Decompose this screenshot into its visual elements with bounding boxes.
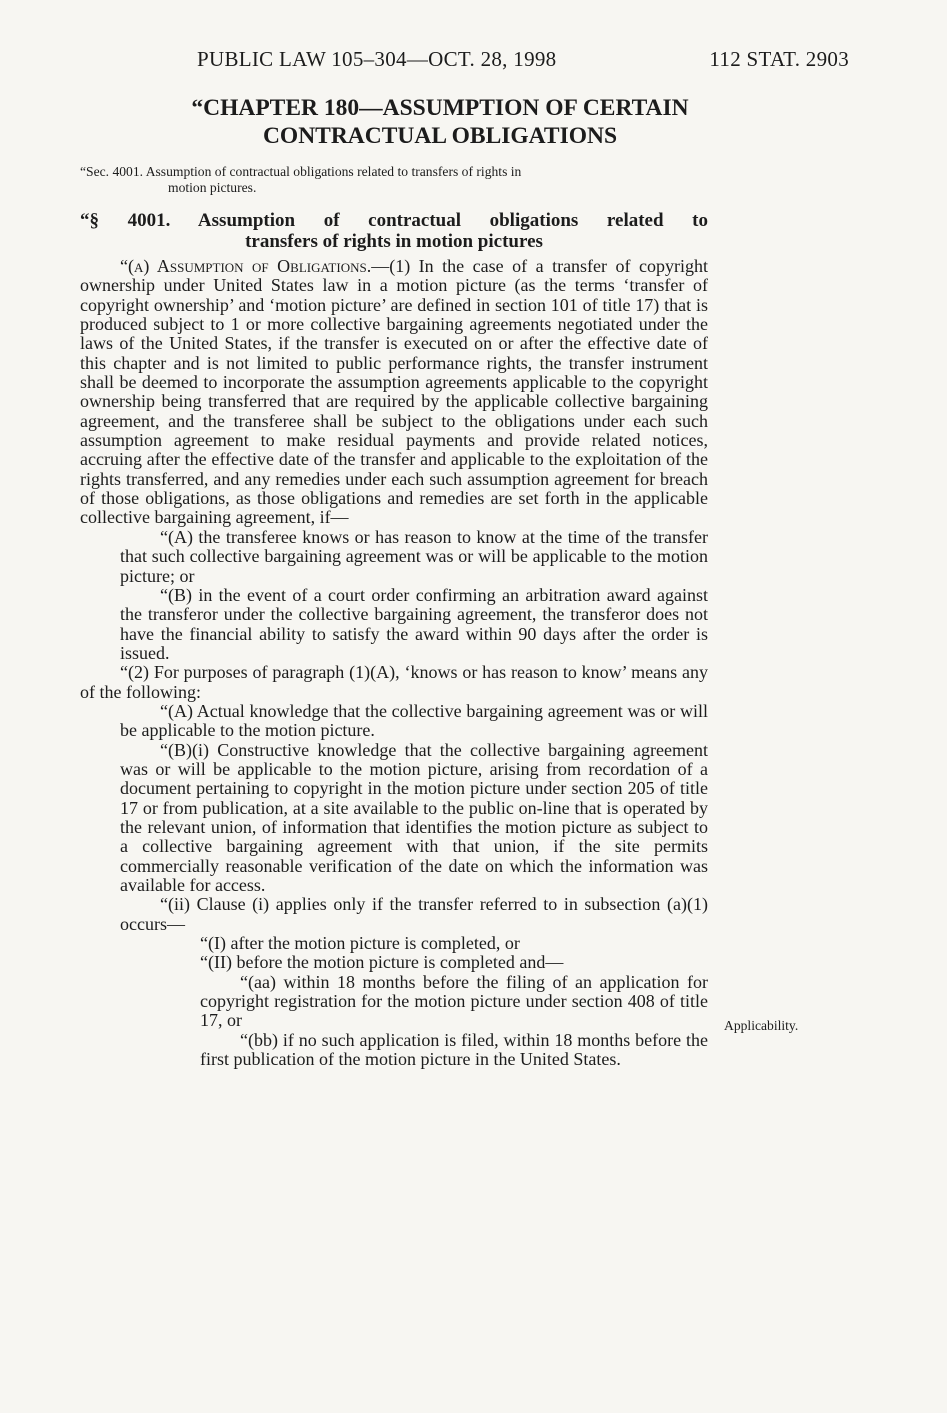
public-law-citation: PUBLIC LAW 105–304—OCT. 28, 1998: [197, 47, 557, 71]
paragraph-1-B: “(B) in the event of a court order confirming an arbitration award against the transferor under the collective bargaining agreement, the transferor does not have the financial ability to satisfy the award within 90 days after the order is issued.: [120, 584, 708, 663]
subsection-a-heading: “(a) Assumption of Obligations.: [120, 256, 372, 276]
toc-entry-line-2: motion pictures.: [168, 180, 257, 195]
paragraph-2-B-ii: “(ii) Clause (i) applies only if the transfer referred to in subsection (a)(1) occurs—: [120, 894, 708, 934]
margin-note-applicability: Applicability.: [724, 1018, 799, 1033]
paragraph-1-A: “(A) the transferee knows or has reason to know at the time of the transfer that such collective bargaining agreement was or will be applicable to the motion picture; or: [120, 526, 708, 586]
chapter-title-line-1: “CHAPTER 180—ASSUMPTION OF CERTAIN: [191, 95, 689, 121]
clause-I: “(I) after the motion picture is completed, or: [200, 933, 520, 954]
section-body: [80, 257, 708, 1069]
item-aa: “(aa) within 18 months before the filing of an application for copyright registration for the motion picture under section 408 of title 17, or: [200, 971, 708, 1031]
paragraph-2-A: “(A) Actual knowledge that the collective bargaining agreement was or will be applicable to the motion picture.: [120, 700, 708, 741]
paragraph-2: “(2) For purposes of paragraph (1)(A), ‘knows or has reason to know’ means any of the following:: [80, 662, 708, 702]
table-of-sections: [80, 164, 712, 196]
item-bb: “(bb) if no such application is filed, within 18 months before the first publication of the motion picture in the United States.: [200, 1029, 708, 1070]
subsection-a-text: —(1) In the case of a transfer of copyright ownership under United States law in a motion picture (as the terms ‘transfer of copyright ownership’ and ‘motion picture’ are defined in section 101 of title 17) that is produced subject to 1 or more collective bargaining agreements negotiated under the laws of the United States, if the transfer is executed on or after the effective date of this chapter and is not limited to public performance rights, the transfer instrument shall be deemed to incorporate the assumption agreements applicable to the copyright ownership being transferred that are required by the applicable collective bargaining agreement, and the transferee shall be subject to the obligations under each such assumption agreement to make residual payments and provide related notices, accruing after the effective date of the transfer and applicable to the exploitation of the rights transferred, and any remedies under each such assumption agreement for breach of those obligations, as those obligations and remedies are set forth in the applicable collective bargaining agreement, if—: [80, 256, 708, 528]
chapter-title-line-2: CONTRACTUAL OBLIGATIONS: [262, 123, 618, 149]
statute-page-number: 112 STAT. 2903: [709, 47, 849, 71]
subsection-a-paragraph-1: [80, 257, 708, 528]
section-heading-line-1: “§ 4001. Assumption of contractual obligations related to: [80, 210, 708, 231]
paragraph-2-B-i: “(B)(i) Constructive knowledge that the collective bargaining agreement was or will be applicable to the motion picture, arising from recordation of a document pertaining to copyright in the motion picture under section 205 of title 17 or from publication, at a site available to the public on-line that is operated by the relevant union, of information that identifies the motion picture as subject to a collective bargaining agreement with that union, if the site permits commercially reasonable verification of the date on which the information was available for access.: [120, 739, 708, 895]
toc-entry-line-1: “Sec. 4001. Assumption of contractual obligations related to transfers of rights in: [80, 164, 522, 179]
section-heading: [80, 210, 708, 252]
clause-II: “(II) before the motion picture is completed and—: [200, 952, 564, 973]
section-heading-line-2: transfers of rights in motion pictures: [245, 231, 543, 252]
chapter-title: [80, 94, 800, 150]
